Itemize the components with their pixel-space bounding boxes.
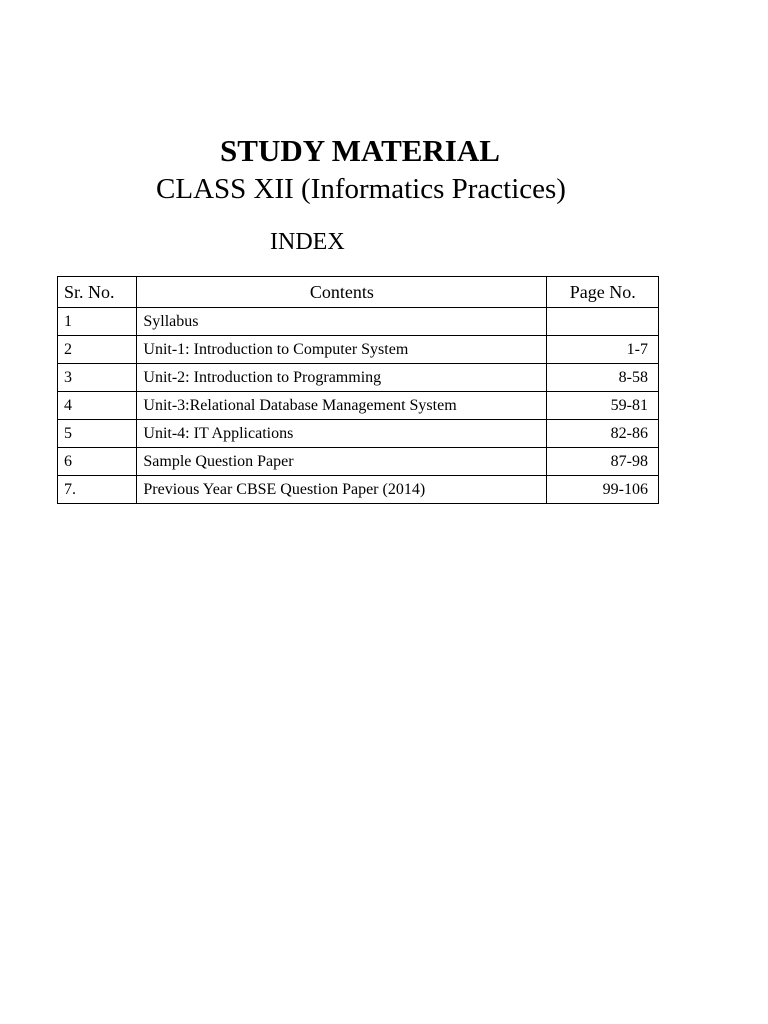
contents-cell: Previous Year CBSE Question Paper (2014) (137, 476, 547, 504)
page-no-cell: 1-7 (547, 336, 659, 364)
column-header-sr-no: Sr. No. (58, 277, 137, 308)
index-heading: INDEX (270, 229, 345, 255)
page-no-cell: 59-81 (547, 392, 659, 420)
sr-no-cell: 6 (58, 448, 137, 476)
sr-no-cell: 3 (58, 364, 137, 392)
contents-cell: Unit-2: Introduction to Programming (137, 364, 547, 392)
column-header-page-no: Page No. (547, 277, 659, 308)
sr-no-cell: 4 (58, 392, 137, 420)
page-no-cell: 87-98 (547, 448, 659, 476)
table-row (58, 336, 659, 364)
table-row (58, 392, 659, 420)
document-title: STUDY MATERIAL (220, 133, 500, 168)
page-no-cell (547, 308, 659, 336)
contents-cell: Syllabus (137, 308, 547, 336)
sr-no-cell: 1 (58, 308, 137, 336)
page-no-cell: 8-58 (547, 364, 659, 392)
document-subtitle: CLASS XII (Informatics Practices) (156, 173, 566, 205)
sr-no-cell: 5 (58, 420, 137, 448)
table-row (58, 308, 659, 336)
table-row (58, 420, 659, 448)
index-table (57, 276, 659, 504)
contents-cell: Unit-4: IT Applications (137, 420, 547, 448)
column-header-contents: Contents (137, 277, 547, 308)
page-no-cell: 99-106 (547, 476, 659, 504)
table-header-row (58, 277, 659, 308)
sr-no-cell: 7. (58, 476, 137, 504)
contents-cell: Sample Question Paper (137, 448, 547, 476)
contents-cell: Unit-3:Relational Database Management System (137, 392, 547, 420)
table-row (58, 476, 659, 504)
page-no-cell: 82-86 (547, 420, 659, 448)
sr-no-cell: 2 (58, 336, 137, 364)
table-row (58, 448, 659, 476)
contents-cell: Unit-1: Introduction to Computer System (137, 336, 547, 364)
table-row (58, 364, 659, 392)
